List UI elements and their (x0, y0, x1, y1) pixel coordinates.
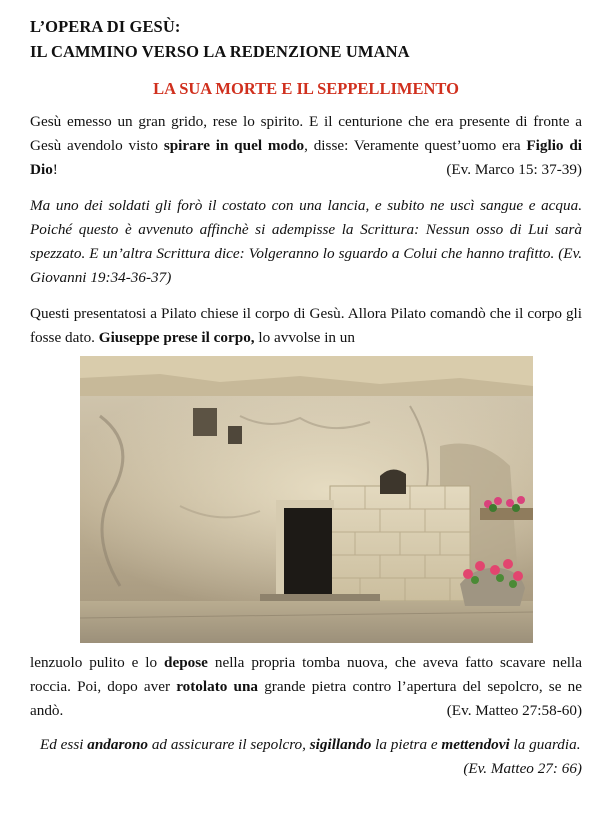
paragraph-text: lenzuolo pulito e lo (30, 654, 165, 671)
paragraph-text: Gesù emesso un gran grido, rese lo spirito. E il centurione che era presente di fronte a Gesù avendolo visto (30, 113, 582, 154)
paragraph-text: Ed essi (40, 736, 88, 753)
paragraph-giovanni: Ma uno dei soldati gli forò il costato con una lancia, e subito ne uscì sangue e acqua. Poiché questo è avvenuto affinchè si adempisse la Scrittura: Nessun osso di Lui sarà spezzato. E un’altra Scrittura dice: Volgeranno lo sguardo a Colui che hanno trafitto. (Ev. Giovanni 19:34-36-37) (30, 197, 582, 286)
garden-tomb-photo (80, 356, 533, 643)
bold-phrase: Giuseppe prese il corpo, (98, 329, 255, 346)
scripture-reference: (Ev. Marco 15: 37-39) (446, 161, 582, 178)
scripture-reference: (Ev. Matteo 27:58-60) (446, 702, 582, 719)
bold-phrase: Figlio di Dio (30, 137, 582, 178)
paragraph-text: grande pietra contro l’apertura del sepolcro, se ne andò. (30, 678, 582, 719)
paragraph-text: la pietra e (371, 736, 442, 753)
scripture-reference: (Ev. Matteo 27: 66) (463, 760, 582, 777)
bold-phrase: depose (164, 654, 208, 671)
bold-phrase: spirare in quel modo (163, 137, 305, 154)
paragraph-text: ! (52, 161, 58, 178)
bold-phrase: mettendovi (441, 736, 510, 753)
paragraph-matteo-sepoltura (30, 651, 582, 723)
document-page (30, 14, 582, 781)
paragraph-pilato (30, 302, 582, 350)
document-title-line-2: IL CAMMINO VERSO LA REDENZIONE UMANA (30, 42, 410, 61)
paragraph-marco (30, 110, 582, 182)
paragraph-text: Questi presentatosi a Pilato chiese il corpo di Gesù. Allora Pilato comandò che il corpo gli fosse dato. (30, 305, 582, 346)
document-title-line-1: L’OPERA DI GESÙ: (30, 17, 181, 36)
paragraph-text: nella propria tomba nuova, che aveva fatto scavare nella roccia. Poi, dopo aver (30, 654, 582, 695)
bold-phrase: sigillando (309, 736, 372, 753)
bold-phrase: rotolato una (176, 678, 259, 695)
paragraph-text: lo avvolse in un (254, 329, 355, 346)
paragraph-text: ad assicurare il sepolcro, (148, 736, 310, 753)
paragraph-text: , disse: Veramente quest’uomo era (304, 137, 527, 154)
bold-phrase: andarono (87, 736, 149, 753)
paragraph-matteo-guardia (30, 733, 582, 777)
paragraph-text: la guardia. (509, 736, 581, 753)
section-heading: LA SUA MORTE E IL SEPPELLIMENTO (153, 79, 459, 98)
